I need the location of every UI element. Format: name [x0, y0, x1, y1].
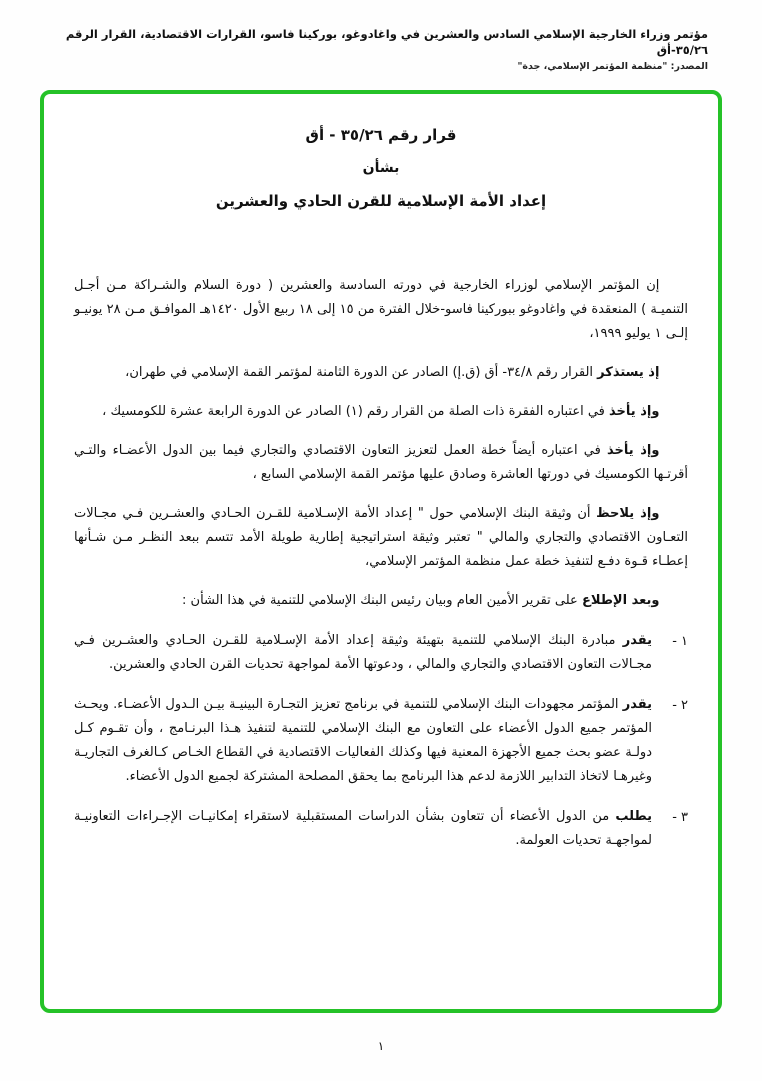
paragraph-lead: وإذ يأخذ [609, 404, 660, 420]
item-paragraph [74, 693, 652, 789]
document-header [0, 0, 762, 72]
paragraph-text: على تقرير الأمين العام وبيان رئيس البنك الإسلامي للتنمية في هذا الشأن : [182, 593, 582, 609]
paragraph-text: في اعتباره أيضاً خطة العمل لتعزيز التعاون الاقتصادي والتجاري فيما بين الدول الأعضـاء والتـي أقرتـها الكومسيك في دورتها العاشرة وصادق عليها مؤتمر القمة الإسلامي السابع ، [74, 443, 688, 483]
paragraph-text: إن المؤتمر الإسلامي لوزراء الخارجية في دورته السادسة والعشرين ( دورة السلام والشـراكة مـن أجـل التنميـة ) المنعقدة في واغادوغو ببوركينا فاسو-خلال الفترة من ١٥ إلى ١٨ ربيع الأول ١٤٢٠هـ الموافـق مـن ٢٨ يونيـو إلـى ١ يوليو ١٩٩٩، [74, 278, 688, 342]
item-lead: يقدر [622, 632, 652, 648]
item-number: ٢ - [672, 697, 688, 713]
item-text: من الدول الأعضاء أن تتعاون بشأن الدراسات المستقبلية لاستقراء إمكانيـات الإجـراءات التعاونيـة لمواجهـة تحديات العولمة. [74, 808, 652, 848]
preamble-paragraph [74, 274, 688, 346]
paragraph-text: أن وثيقة البنك الإسلامي حول " إعداد الأمة الإسـلامية للقـرن الحـادي والعشـرين فـي مجـالات التعـاون الاقتصادي والتجاري والمالي " تعتبر وثيقة استراتيجية إطارية طويلة الأمد تتسم ببعد النظـر مـن شـأنها إعطـاء قـوة دفـع لتنفيذ خطة عمل منظمة المؤتمر الإسلامي، [74, 506, 688, 570]
item-lead: يقدر [622, 696, 652, 712]
preamble-paragraph [74, 589, 688, 613]
resolution-subtitle: بشأن [362, 160, 400, 176]
paragraph-lead: إذ يستذكر [597, 365, 660, 381]
paragraph-lead: وإذ يأخذ [607, 443, 660, 459]
resolution-subject: إعداد الأمة الإسلامية للقرن الحادي والعشرين [215, 192, 547, 210]
green-border-frame [40, 90, 722, 1013]
item-text: مبادرة البنك الإسلامي للتنمية بتهيئة وثيقة إعداد الأمة الإسـلامية للقـرن الحـادي والعشـرين فـي مجـالات التعاون الاقتصادي والتجاري والمالي ، ودعوتها الأمة لمواجهة تحديات القرن الحادي والعشرين. [74, 632, 652, 672]
resolution-number-title: قرار رقم ٣٥/٢٦ - أق [305, 126, 457, 144]
paragraph-text: القرار رقم ٣٤/٨- أق (ق.إ) الصادر عن الدورة الثامنة لمؤتمر القمة الإسلامي في طهران، [125, 365, 598, 381]
page-number: ١ [377, 1039, 385, 1053]
item-number: ٣ - [672, 809, 688, 825]
item-paragraph [74, 805, 652, 853]
header-source: المصدر: "منظمة المؤتمر الإسلامي، جدة" [517, 61, 708, 73]
item-paragraph [74, 629, 652, 677]
preamble-paragraph [74, 361, 688, 385]
numbered-item [74, 693, 688, 789]
item-lead: يطلب [615, 808, 652, 824]
resolution-body [74, 274, 688, 853]
preamble-paragraph [74, 439, 688, 487]
preamble-paragraph [74, 400, 688, 424]
preamble-paragraph [74, 502, 688, 574]
item-text: المؤتمر مجهودات البنك الإسلامي للتنمية في برنامج تعزيز التجـارة البينيـة بيـن الـدول الأعضـاء. ويحـث المؤتمر جميع الدول الأعضاء على التعاون مع البنك الإسلامي للتنمية لتنفيذ هـذا البرنـامج ، وأن تقـوم كـل دولـة عضو بحث جميع الأجهزة المعنية فيها وكذلك الفعاليات الاقتصادية في القطاع الخـاص كـالغرف التجاريـة وغيرهـا لاتخاذ التدابير اللازمة لدعم هذا البرنامج بما يحقق المصلحة المشتركة لجميع الدول الأعضاء. [74, 696, 652, 784]
paragraph-text: في اعتباره الفقرة ذات الصلة من القرار رقم (١) الصادر عن الدورة الرابعة عشرة للكومسيك ، [102, 404, 610, 420]
numbered-item [74, 805, 688, 853]
item-number: ١ - [672, 633, 688, 649]
header-citation: مؤتمر وزراء الخارجية الإسلامي السادس والعشرين في واغادوغو، بوركينا فاسو، القرارات الاقتصادية، القرار الرقم ٣٥/٢٦-أق [65, 27, 708, 58]
paragraph-lead: وبعد الإطلاع [581, 593, 660, 609]
paragraph-lead: وإذ يلاحظ [596, 506, 660, 522]
numbered-item [74, 629, 688, 677]
